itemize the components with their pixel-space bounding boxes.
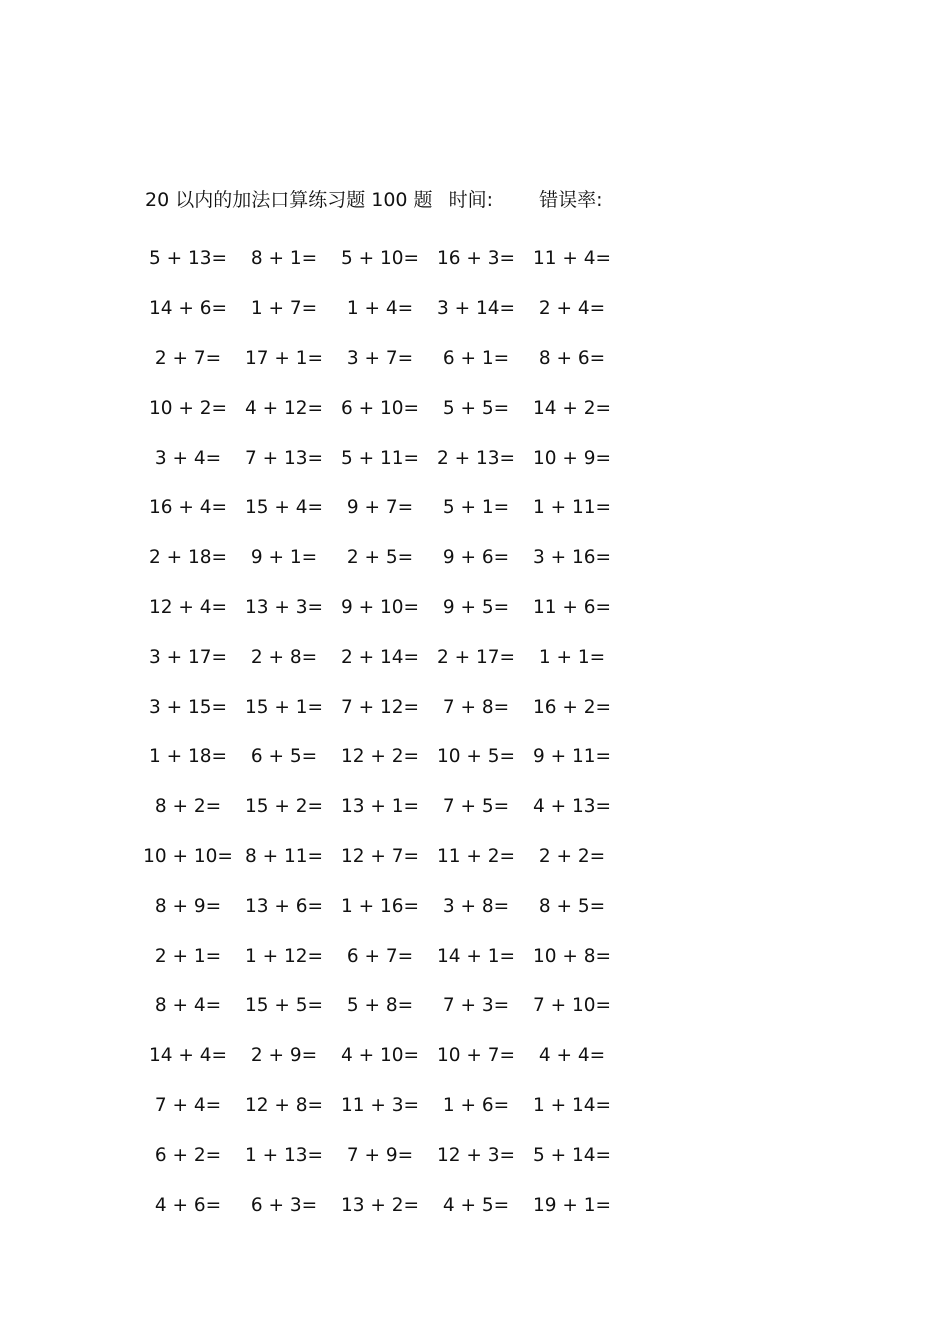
problem-row: [140, 832, 630, 882]
problem-item: 11 + 2=: [436, 845, 516, 867]
problem-item: 4 + 5=: [442, 1194, 510, 1216]
problem-item: 16 + 2=: [532, 696, 612, 718]
problem-item: 10 + 5=: [436, 746, 516, 768]
problem-row: [140, 433, 630, 483]
problem-row: [140, 533, 630, 583]
problem-row: [140, 682, 630, 732]
problem-item: 4 + 4=: [538, 1045, 606, 1067]
problem-row: [140, 732, 630, 782]
problem-item: 15 + 5=: [244, 995, 324, 1017]
worksheet-title: 20 以内的加法口算练习题 100 题: [145, 189, 433, 211]
problem-item: 15 + 4=: [244, 497, 324, 519]
problem-row: [140, 981, 630, 1031]
problem-item: 1 + 14=: [532, 1094, 612, 1116]
problem-item: 16 + 4=: [148, 497, 228, 519]
problem-item: 6 + 1=: [442, 347, 510, 369]
problem-item: 1 + 4=: [346, 298, 414, 320]
worksheet-header: [145, 186, 602, 214]
problem-item: 1 + 11=: [532, 497, 612, 519]
problem-item: 10 + 8=: [532, 945, 612, 967]
problem-row: [140, 881, 630, 931]
problem-row: [140, 632, 630, 682]
problem-item: 15 + 1=: [244, 696, 324, 718]
problem-item: 3 + 8=: [442, 895, 510, 917]
problem-item: 13 + 1=: [340, 796, 420, 818]
problem-row: [140, 334, 630, 384]
problem-item: 6 + 3=: [250, 1194, 318, 1216]
problem-item: 9 + 5=: [442, 596, 510, 618]
problem-item: 3 + 7=: [346, 347, 414, 369]
problem-item: 2 + 7=: [154, 347, 222, 369]
problem-item: 19 + 1=: [532, 1194, 612, 1216]
problem-item: 9 + 7=: [346, 497, 414, 519]
problem-item: 10 + 2=: [148, 397, 228, 419]
problem-row: [140, 782, 630, 832]
problem-item: 8 + 6=: [538, 347, 606, 369]
problem-item: 8 + 11=: [244, 845, 324, 867]
problem-item: 6 + 10=: [340, 397, 420, 419]
problem-item: 8 + 2=: [154, 796, 222, 818]
problem-row: [140, 1081, 630, 1131]
problem-item: 1 + 13=: [244, 1144, 324, 1166]
problem-item: 2 + 1=: [154, 945, 222, 967]
problem-item: 13 + 3=: [244, 596, 324, 618]
problem-row: [140, 1180, 630, 1230]
problem-item: 6 + 7=: [346, 945, 414, 967]
problem-item: 1 + 7=: [250, 298, 318, 320]
problem-item: 5 + 8=: [346, 995, 414, 1017]
problem-item: 10 + 10=: [143, 845, 233, 867]
problem-item: 9 + 10=: [340, 596, 420, 618]
problem-item: 15 + 2=: [244, 796, 324, 818]
problem-item: 8 + 1=: [250, 248, 318, 270]
problem-row: [140, 383, 630, 433]
problem-item: 2 + 2=: [538, 845, 606, 867]
problem-item: 5 + 5=: [442, 397, 510, 419]
problem-item: 6 + 5=: [250, 746, 318, 768]
problem-item: 7 + 12=: [340, 696, 420, 718]
problem-item: 1 + 1=: [538, 646, 606, 668]
problem-item: 3 + 16=: [532, 547, 612, 569]
problem-item: 7 + 8=: [442, 696, 510, 718]
problem-item: 7 + 9=: [346, 1144, 414, 1166]
problem-row: [140, 1130, 630, 1180]
problem-item: 13 + 2=: [340, 1194, 420, 1216]
problem-row: [140, 931, 630, 981]
problem-item: 14 + 2=: [532, 397, 612, 419]
problem-item: 5 + 1=: [442, 497, 510, 519]
problem-item: 4 + 12=: [244, 397, 324, 419]
problem-item: 6 + 2=: [154, 1144, 222, 1166]
problem-item: 2 + 17=: [436, 646, 516, 668]
problem-item: 3 + 15=: [148, 696, 228, 718]
problem-item: 7 + 5=: [442, 796, 510, 818]
problem-item: 10 + 9=: [532, 447, 612, 469]
problem-item: 1 + 6=: [442, 1094, 510, 1116]
problem-item: 7 + 3=: [442, 995, 510, 1017]
problem-item: 14 + 4=: [148, 1045, 228, 1067]
problem-item: 16 + 3=: [436, 248, 516, 270]
problem-item: 12 + 8=: [244, 1094, 324, 1116]
problem-item: 17 + 1=: [244, 347, 324, 369]
problem-row: [140, 583, 630, 633]
problem-item: 13 + 6=: [244, 895, 324, 917]
problem-item: 4 + 13=: [532, 796, 612, 818]
problem-item: 11 + 3=: [340, 1094, 420, 1116]
problem-item: 14 + 6=: [148, 298, 228, 320]
problem-item: 9 + 11=: [532, 746, 612, 768]
problem-item: 2 + 13=: [436, 447, 516, 469]
problem-item: 8 + 9=: [154, 895, 222, 917]
problem-item: 2 + 9=: [250, 1045, 318, 1067]
problem-item: 11 + 4=: [532, 248, 612, 270]
problem-item: 5 + 10=: [340, 248, 420, 270]
problem-item: 7 + 10=: [532, 995, 612, 1017]
problem-item: 5 + 11=: [340, 447, 420, 469]
problem-item: 4 + 10=: [340, 1045, 420, 1067]
problem-item: 12 + 7=: [340, 845, 420, 867]
problem-item: 1 + 16=: [340, 895, 420, 917]
problem-item: 12 + 2=: [340, 746, 420, 768]
problem-item: 3 + 4=: [154, 447, 222, 469]
problem-item: 8 + 4=: [154, 995, 222, 1017]
problem-item: 5 + 13=: [148, 248, 228, 270]
problem-row: [140, 483, 630, 533]
problem-item: 2 + 18=: [148, 547, 228, 569]
problem-item: 3 + 17=: [148, 646, 228, 668]
time-label: 时间:: [448, 189, 494, 211]
problem-item: 14 + 1=: [436, 945, 516, 967]
problem-item: 4 + 6=: [154, 1194, 222, 1216]
problem-item: 1 + 18=: [148, 746, 228, 768]
problem-item: 10 + 7=: [436, 1045, 516, 1067]
problem-item: 7 + 13=: [244, 447, 324, 469]
problem-item: 11 + 6=: [532, 596, 612, 618]
problem-item: 2 + 8=: [250, 646, 318, 668]
problem-item: 7 + 4=: [154, 1094, 222, 1116]
error-rate-label: 错误率:: [539, 189, 603, 211]
problem-row: [140, 284, 630, 334]
problem-item: 9 + 6=: [442, 547, 510, 569]
problem-item: 12 + 4=: [148, 596, 228, 618]
problem-grid: [140, 234, 630, 1230]
problem-item: 5 + 14=: [532, 1144, 612, 1166]
problem-row: [140, 1031, 630, 1081]
problem-item: 12 + 3=: [436, 1144, 516, 1166]
problem-item: 2 + 14=: [340, 646, 420, 668]
problem-item: 2 + 5=: [346, 547, 414, 569]
problem-item: 2 + 4=: [538, 298, 606, 320]
problem-item: 3 + 14=: [436, 298, 516, 320]
problem-item: 1 + 12=: [244, 945, 324, 967]
problem-row: [140, 234, 630, 284]
problem-item: 9 + 1=: [250, 547, 318, 569]
problem-item: 8 + 5=: [538, 895, 606, 917]
